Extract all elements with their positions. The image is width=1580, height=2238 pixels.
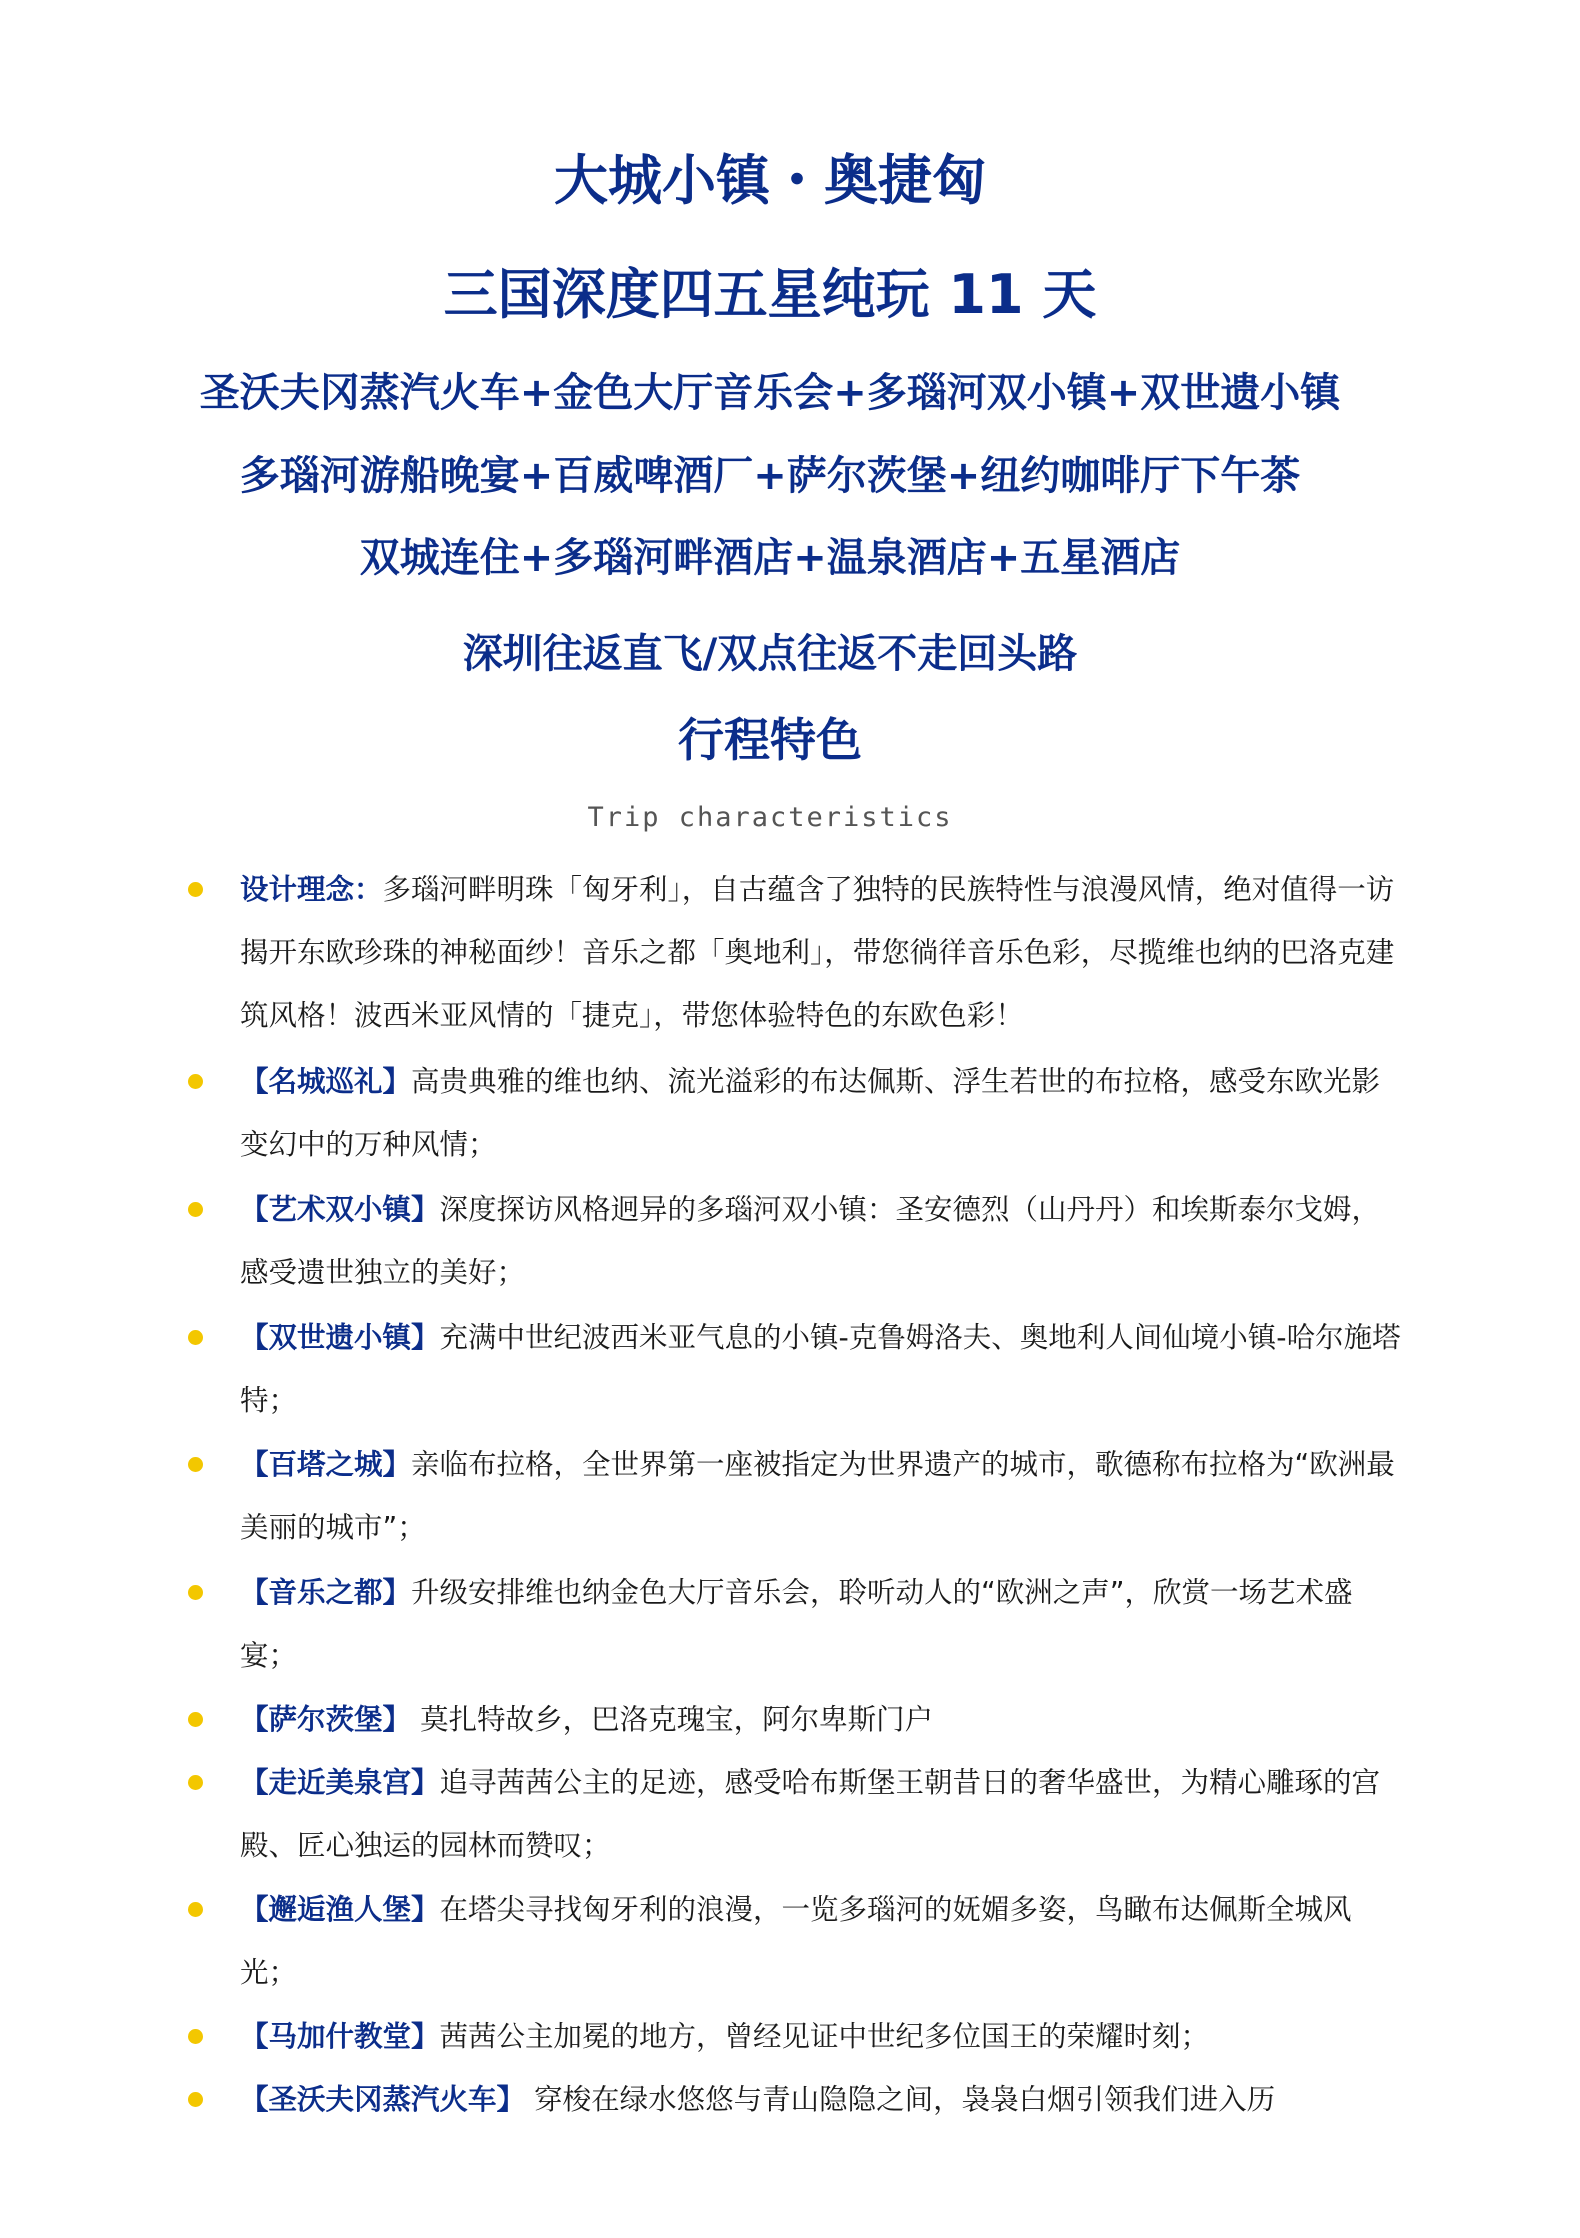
feature-text: 充满中世纪波西米亚气息的小镇-克鲁姆洛夫、奥地利人间仙境小镇-哈尔施塔特； <box>240 1321 1401 1417</box>
feature-item-salzburg <box>240 1688 1405 1751</box>
feature-tag: 【圣沃夫冈蒸汽火车】 <box>240 2083 526 2116</box>
feature-item-fishermans-bastion <box>240 1878 1405 2004</box>
bullet-dot-icon <box>188 1074 203 1089</box>
bullet-dot-icon <box>188 1330 203 1345</box>
feature-text: 亲临布拉格，全世界第一座被指定为世界遗产的城市，歌德称布拉格为“欧洲最美丽的城市”； <box>240 1448 1395 1544</box>
feature-tag: 【音乐之都】 <box>240 1576 412 1609</box>
subtitle-line-2: 多瑙河游船晚宴+百威啤酒厂+萨尔茨堡+纽约咖啡厅下午茶 <box>239 453 1301 499</box>
bullet-dot-icon <box>188 1585 203 1600</box>
feature-text: 在塔尖寻找匈牙利的浪漫，一览多瑙河的妩媚多姿，鸟瞰布达佩斯全城风光； <box>240 1893 1352 1989</box>
feature-tag: 【艺术双小镇】 <box>240 1193 440 1226</box>
feature-tag: 设计理念： <box>240 873 383 906</box>
feature-item-prague <box>240 1433 1405 1559</box>
feature-tag: 【名城巡礼】 <box>240 1065 412 1098</box>
feature-text: 高贵典雅的维也纳、流光溢彩的布达佩斯、浮生若世的布拉格，感受东欧光影变幻中的万种风情； <box>240 1065 1381 1161</box>
bullet-dot-icon <box>188 1775 203 1790</box>
feature-tag: 【百塔之城】 <box>240 1448 412 1481</box>
section-title: 行程特色 <box>678 713 862 767</box>
feature-text: 追寻茜茜公主的足迹，感受哈布斯堡王朝昔日的奢华盛世，为精心雕琢的宫殿、匠心独运的园林而赞叹； <box>240 1766 1381 1862</box>
feature-tag: 【走近美泉宫】 <box>240 1766 440 1799</box>
feature-text: 莫扎特故乡，巴洛克瑰宝，阿尔卑斯门户 <box>411 1703 934 1736</box>
subtitle-line-1: 圣沃夫冈蒸汽火车+金色大厅音乐会+多瑙河双小镇+双世遗小镇 <box>199 370 1341 416</box>
subtitle-line-3: 双城连住+多瑙河畔酒店+温泉酒店+五星酒店 <box>359 535 1181 581</box>
bullet-dot-icon <box>188 2092 203 2107</box>
feature-item-matthias-church <box>240 2005 1405 2068</box>
feature-item-music <box>240 1561 1405 1687</box>
feature-text: 多瑙河畔明珠「匈牙利」，自古蕴含了独特的民族特性与浪漫风情，绝对值得一访揭开东欧珍珠的神秘面纱！音乐之都「奥地利」，带您徜徉音乐色彩，尽揽维也纳的巴洛克建筑风格！波西米亚风情的「捷克」，带您体验特色的东欧色彩！ <box>240 873 1395 1032</box>
feature-tag: 【双世遗小镇】 <box>240 1321 440 1354</box>
bullet-dot-icon <box>188 1457 203 1472</box>
feature-text: 茜茜公主加冕的地方，曾经见证中世纪多位国王的荣耀时刻； <box>439 2020 1210 2053</box>
feature-text: 深度探访风格迥异的多瑙河双小镇：圣安德烈（山丹丹）和埃斯泰尔戈姆，感受遗世独立的美好； <box>240 1193 1381 1289</box>
feature-item-schonbrunn <box>240 1751 1405 1877</box>
subtitle-line-4: 深圳往返直飞/双点往返不走回头路 <box>462 631 1078 677</box>
feature-item-heritage-towns <box>240 1306 1405 1432</box>
title-line-2: 三国深度四五星纯玩 11 天 <box>443 263 1097 326</box>
bullet-dot-icon <box>188 2029 203 2044</box>
title-line-1: 大城小镇・奥捷匈 <box>554 149 986 212</box>
feature-text: 升级安排维也纳金色大厅音乐会，聆听动人的“欧洲之声”，欣赏一场艺术盛宴； <box>240 1576 1353 1672</box>
feature-tag: 【邂逅渔人堡】 <box>240 1893 440 1926</box>
feature-item-design <box>240 858 1405 1047</box>
bullet-dot-icon <box>188 1712 203 1727</box>
feature-tag: 【马加什教堂】 <box>240 2020 440 2053</box>
feature-item-art-towns <box>240 1178 1405 1304</box>
bullet-dot-icon <box>188 1902 203 1917</box>
bullet-dot-icon <box>188 882 203 897</box>
bullet-dot-icon <box>188 1202 203 1217</box>
feature-item-steam-train <box>240 2068 1405 2131</box>
feature-text: 穿梭在绿水悠悠与青山隐隐之间，袅袅白烟引领我们进入历 <box>525 2083 1276 2116</box>
feature-item-cities <box>240 1050 1405 1176</box>
section-title-en: Trip characteristics <box>587 802 953 833</box>
feature-tag: 【萨尔茨堡】 <box>240 1703 412 1736</box>
